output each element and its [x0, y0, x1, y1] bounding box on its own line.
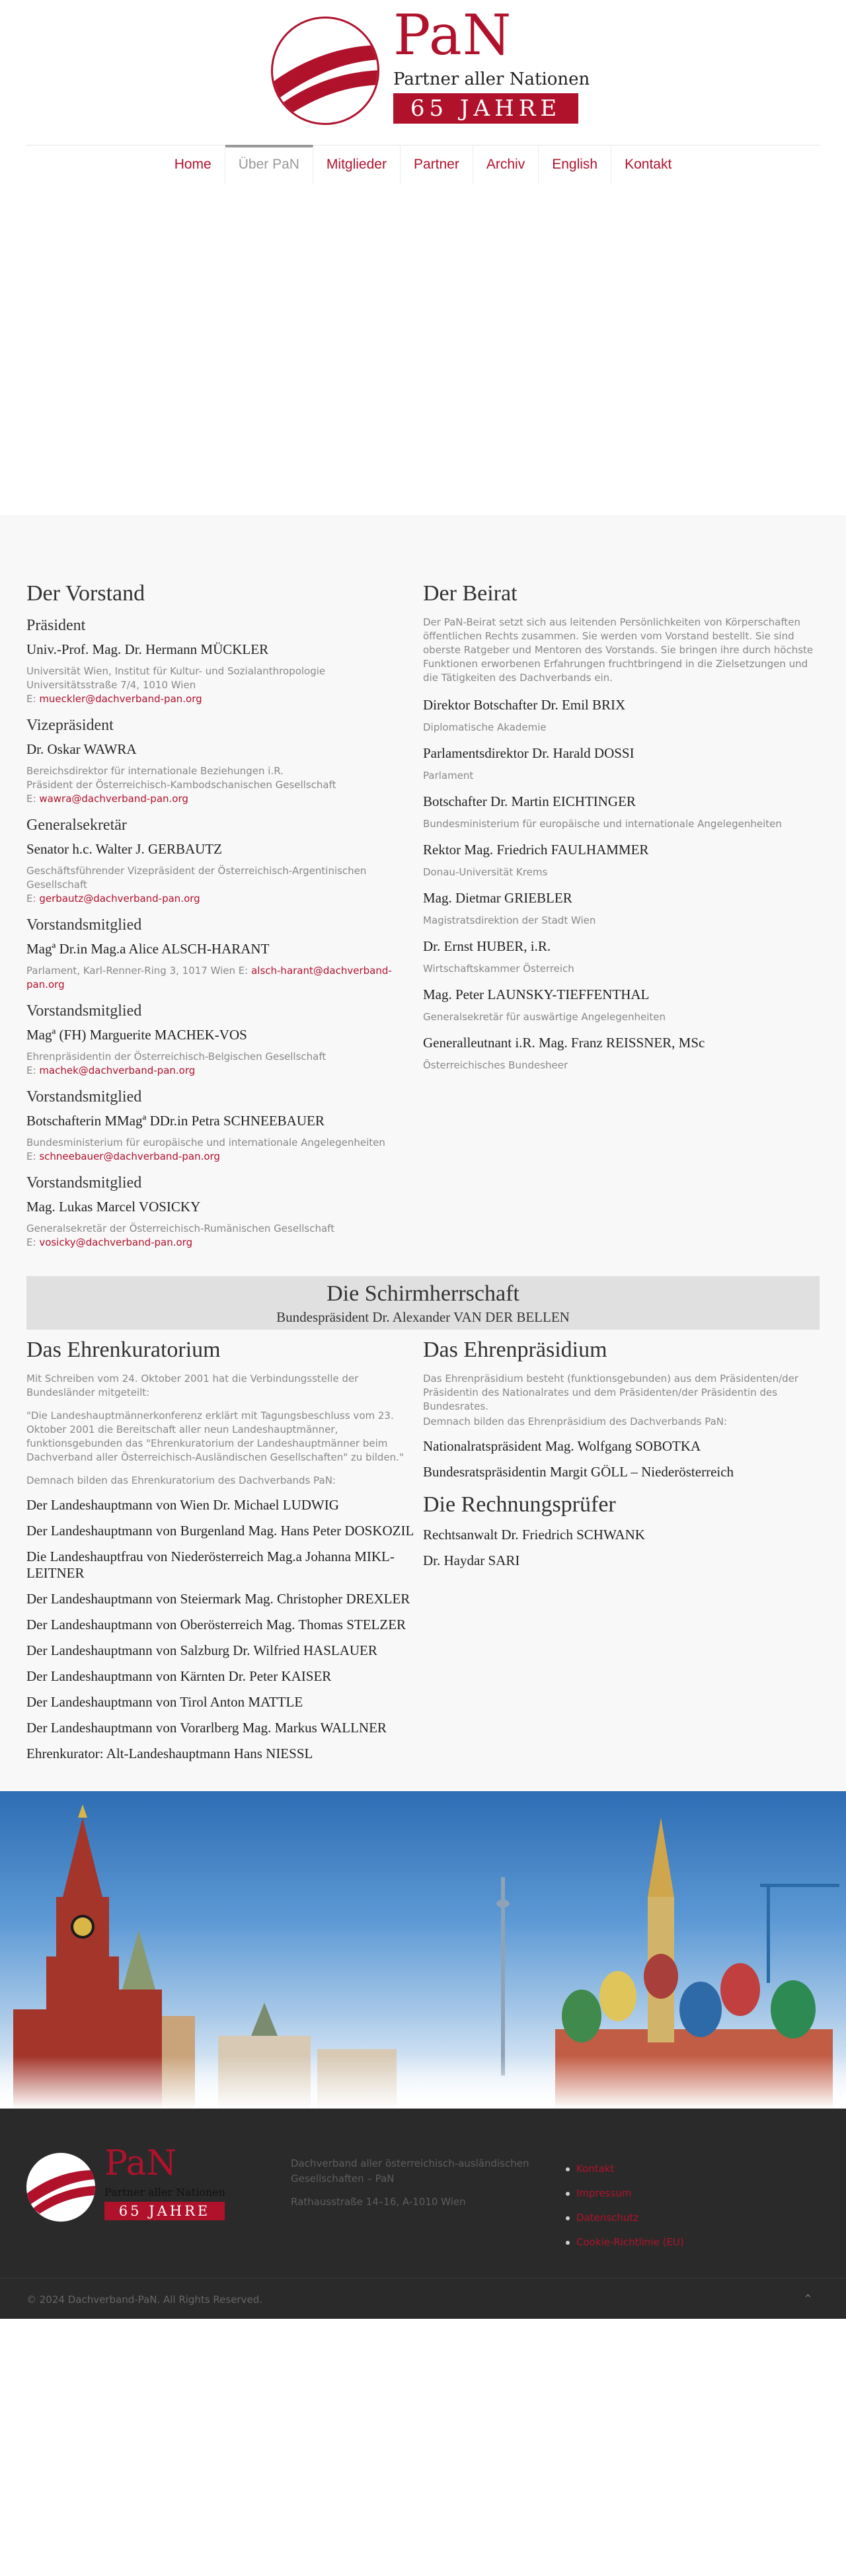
beirat-member-name: Mag. Peter LAUNSKY-TIEFFENTHAL [423, 986, 650, 1002]
vorstand-person-info [26, 1050, 423, 1078]
beirat-member-org: Österreichisches Bundesheer [423, 1059, 568, 1071]
vorstand-person-info [26, 964, 423, 992]
ehrenkuratorium-title: Das Ehrenkuratorium [26, 1338, 221, 1362]
beirat-title: Der Beirat [423, 581, 518, 606]
info-line: Geschäftsführender Vizepräsident der Österreichisch-Argentinischen Gesellschaft [26, 865, 367, 891]
ehrenpraesidium-text-2: Demnach bilden das Ehrenpräsidium des Dachverbands PaN: [423, 1416, 728, 1428]
info-line: Bereichsdirektor für internationale Beziehungen i.R. [26, 765, 284, 777]
menu-item-ueber-pan[interactable]: Über PaN [225, 145, 313, 184]
footer-link-cookie-richtlinie[interactable]: Cookie-Richtlinie (EU) [563, 2236, 684, 2248]
footer-logo-swoosh-icon [26, 2153, 95, 2222]
email-line [26, 792, 423, 806]
schirmherr-name: Bundespräsident Dr. Alexander VAN DER BELLEN [276, 1309, 570, 1325]
ehrenkuratorium-member: Der Landeshauptmann von Oberösterreich Mag. Thomas STELZER [26, 1617, 406, 1632]
vorstand-person-info [26, 864, 423, 906]
vorstand-person-name: Senator h.c. Walter J. GERBAUTZ [26, 841, 222, 857]
menu-item-archiv[interactable]: Archiv [473, 145, 539, 184]
ehrenkuratorium-text-2: "Die Landeshauptmännerkonferenz erklärt mit Tagungsbeschluss vom 23. Oktober 2001 die Bereitschaft aller neun Landeshauptmänner, funktionsgebunden das "Ehrenkuratorium der Landeshauptmänner beim Dachverband aller Österreichisch-Ausländischen Gesellschaften" zu bilden." [26, 1410, 404, 1463]
beirat-member-org: Wirtschaftskammer Österreich [423, 963, 574, 975]
beirat-member-name: Botschafter Dr. Martin EICHTINGER [423, 793, 636, 809]
ehrenpraesidium-text-1: Das Ehrenpräsidium besteht (funktionsgebunden) aus dem Präsidenten/der Präsidentin des Nationalrates und dem Präsidenten/der Präsidentin des Bundesrates. [423, 1373, 799, 1412]
vorstand-person-name: Magª (FH) Marguerite MACHEK-VOS [26, 1027, 247, 1043]
vorstand-role: Generalsekretär [26, 817, 127, 834]
rechnungspruefer-title: Die Rechnungsprüfer [423, 1492, 616, 1517]
email-prefix: E: [26, 1236, 40, 1248]
ehrenkuratorium-member: Der Landeshauptmann von Burgenland Mag. Hans Peter DOSKOZIL [26, 1523, 414, 1539]
menu-item-mitglieder[interactable]: Mitglieder [313, 145, 401, 184]
vorstand-person-info [26, 1136, 423, 1164]
beirat-member-org: Magistratsdirektion der Stadt Wien [423, 914, 596, 926]
menu-item-partner[interactable]: Partner [401, 145, 473, 184]
main-menu [0, 145, 846, 184]
empty-area [0, 145, 846, 516]
ehrenpraesidium-column [423, 1338, 820, 1771]
beirat-member-name: Dr. Ernst HUBER, i.R. [423, 938, 551, 954]
vorstand-role: Vorstandsmitglied [26, 1002, 142, 1020]
logo-subtitle: Partner aller Nationen [393, 69, 590, 89]
email-prefix: E: [26, 693, 40, 705]
vorstand-role: Präsident [26, 617, 86, 634]
footer-logo-subtitle: Partner aller Nationen [104, 2186, 225, 2198]
email-line [26, 692, 423, 706]
ehrenpraesidium-title: Das Ehrenpräsidium [423, 1338, 607, 1362]
info-line: Ehrenpräsidentin der Österreichisch-Belgischen Gesellschaft [26, 1051, 327, 1063]
email-link[interactable]: gerbautz@dachverband-pan.org [39, 893, 200, 905]
ehrenkuratorium-member: Der Landeshauptmann von Vorarlberg Mag. Markus WALLNER [26, 1720, 387, 1736]
skyline-illustration [0, 1791, 846, 2109]
vorstand-person-info [26, 1222, 423, 1250]
footer-logo-band: 65 JAHRE [104, 2202, 225, 2220]
footer-link-impressum[interactable]: Impressum [563, 2187, 684, 2199]
moscow-skyline-banner [0, 1791, 846, 2109]
vorstand-person-name: Dr. Oskar WAWRA [26, 741, 137, 757]
beirat-member-org: Bundesministerium für europäische und internationale Angelegenheiten [423, 818, 782, 830]
info-line: Parlament, Karl-Renner-Ring 3, 1017 Wien E: [26, 965, 252, 977]
email-link[interactable]: vosicky@dachverband-pan.org [39, 1236, 193, 1248]
site-logo[interactable] [271, 3, 590, 129]
email-line [26, 892, 423, 906]
vorstand-column [26, 581, 423, 1250]
email-link[interactable]: mueckler@dachverband-pan.org [39, 693, 202, 705]
beirat-member-name: Rektor Mag. Friedrich FAULHAMMER [423, 842, 649, 858]
ehrenkuratorium-column [26, 1338, 423, 1771]
vorstand-role: Vorstandsmitglied [26, 1174, 142, 1191]
footer-org-info [291, 2156, 555, 2210]
site-footer [0, 2109, 846, 2319]
ehrenkuratorium-member: Der Landeshauptmann von Wien Dr. Michael LUDWIG [26, 1497, 339, 1513]
ehrenpraesidium-member: Bundesratspräsidentin Margit GÖLL – Niederösterreich [423, 1464, 734, 1480]
vorstand-person-name: Magª Dr.in Mag.a Alice ALSCH-HARANT [26, 941, 270, 957]
footer-address: Rathausstraße 14–16, A-1010 Wien [291, 2196, 466, 2208]
vorstand-title: Der Vorstand [26, 581, 145, 606]
email-line [26, 1064, 423, 1078]
info-line: Generalsekretär der Österreichisch-Rumänischen Gesellschaft [26, 1223, 335, 1234]
schirmherrschaft-box [26, 1276, 820, 1330]
ehrenkuratorium-member: Der Landeshauptmann von Steiermark Mag. Christopher DREXLER [26, 1591, 410, 1607]
footer-logo[interactable] [26, 2144, 231, 2224]
menu-item-kontakt[interactable]: Kontakt [625, 157, 672, 172]
beirat-member-org: Parlament [423, 770, 474, 782]
footer-copyright: © 2024 Dachverband-PaN. All Rights Reserved. [26, 2294, 262, 2306]
logo-anniversary-band: 65 JAHRE [393, 93, 578, 124]
chevron-up-icon[interactable]: ⌃ [802, 2292, 813, 2306]
email-prefix: E: [26, 793, 40, 805]
ehrenkuratorium-member: Der Landeshauptmann von Kärnten Dr. Peter KAISER [26, 1668, 332, 1684]
email-link[interactable]: alsch-harant@dachverband-pan.org [26, 965, 392, 990]
email-prefix: E: [26, 893, 40, 905]
ehrenkuratorium-text-1: Mit Schreiben vom 24. Oktober 2001 hat die Verbindungsstelle der Bundesländer mitgeteilt: [26, 1373, 359, 1398]
footer-logo-name: PaN [104, 2144, 177, 2183]
footer-org-name: Dachverband aller österreichisch-ausländischen Gesellschaften – PaN [291, 2157, 529, 2185]
email-link[interactable]: wawra@dachverband-pan.org [39, 793, 188, 805]
beirat-member-org: Diplomatische Akademie [423, 721, 547, 733]
main-content [0, 516, 846, 1791]
email-line [26, 1236, 423, 1250]
footer-link-kontakt[interactable]: Kontakt [563, 2163, 684, 2175]
info-line: Bundesministerium für europäische und internationale Angelegenheiten [26, 1137, 385, 1148]
ehrenpraesidium-member: Nationalratspräsident Mag. Wolfgang SOBOTKA [423, 1438, 701, 1454]
email-link[interactable]: schneebauer@dachverband-pan.org [39, 1150, 220, 1162]
beirat-intro: Der PaN-Beirat setzt sich aus leitenden Persönlichkeiten von Körperschaften öffentlichen Rechts zusammen. Sie werden vom Vorstand bestellt. Sie sind oberste Ratgeber und Mentoren des Vorstands. Sie bringen ihre durch höchste Funktionen erworbenen Erfahrungen fruchtbringend in die Zielsetzungen und die Tätigkeiten des Dachverbands ein. [423, 616, 814, 684]
logo-name: PaN [393, 3, 512, 67]
ehrenkuratorium-member: Ehrenkurator: Alt-Landeshauptmann Hans NIESSL [26, 1746, 313, 1761]
footer-links [563, 2163, 684, 2261]
logo-swoosh-icon [271, 17, 379, 125]
beirat-member-org: Generalsekretär für auswärtige Angelegenheiten [423, 1011, 666, 1023]
vorstand-list [26, 617, 423, 1250]
vorstand-role: Vorstandsmitglied [26, 1088, 142, 1106]
vorstand-person-name: Mag. Lukas Marcel VOSICKY [26, 1199, 201, 1215]
beirat-member-name: Parlamentsdirektor Dr. Harald DOSSI [423, 745, 634, 761]
ehrenkuratorium-member: Der Landeshauptmann von Tirol Anton MATTLE [26, 1694, 303, 1710]
vorstand-person-name: Botschafterin MMagª DDr.in Petra SCHNEEBAUER [26, 1113, 325, 1129]
ehrenkuratorium-member: Der Landeshauptmann von Salzburg Dr. Wilfried HASLAUER [26, 1642, 377, 1658]
footer-link-datenschutz[interactable]: Datenschutz [563, 2212, 684, 2224]
ehrenkuratorium-member: Die Landeshauptfrau von Niederösterreich Mag.a Johanna MIKL-LEITNER [26, 1549, 395, 1581]
beirat-member-org: Donau-Universität Krems [423, 866, 548, 878]
beirat-member-name: Direktor Botschafter Dr. Emil BRIX [423, 697, 626, 713]
schirmherrschaft-title: Die Schirmherrschaft [327, 1281, 519, 1306]
info-line: Präsident der Österreichisch-Kambodschanischen Gesellschaft [26, 779, 336, 791]
info-line: Universitätsstraße 7/4, 1010 Wien [26, 679, 196, 691]
vorstand-role: Vorstandsmitglied [26, 916, 142, 934]
info-line: Universität Wien, Institut für Kultur- und Sozialanthropologie [26, 665, 326, 677]
rechnungspruefer-member: Dr. Haydar SARI [423, 1552, 520, 1568]
email-prefix: E: [26, 1150, 40, 1162]
beirat-member-name: Generalleutnant i.R. Mag. Franz REISSNER, MSc [423, 1035, 705, 1051]
site-header [0, 0, 846, 172]
rechnungspruefer-member: Rechtsanwalt Dr. Friedrich SCHWANK [423, 1527, 645, 1543]
beirat-member-name: Mag. Dietmar GRIEBLER [423, 890, 572, 906]
vorstand-person-name: Univ.-Prof. Mag. Dr. Hermann MÜCKLER [26, 641, 269, 657]
ehrenkuratorium-list [26, 1497, 423, 1762]
menu-item-english[interactable]: English [539, 145, 611, 184]
vorstand-person-info [26, 764, 423, 806]
email-link[interactable]: machek@dachverband-pan.org [39, 1065, 196, 1076]
beirat-column [423, 581, 820, 1250]
menu-item-home[interactable]: Home [161, 145, 225, 184]
ehrenkuratorium-text-3: Demnach bilden das Ehrenkuratorium des Dachverbands PaN: [26, 1474, 336, 1486]
email-line [26, 1150, 423, 1164]
vorstand-person-info [26, 664, 423, 706]
email-prefix: E: [26, 1065, 40, 1076]
beirat-list [423, 697, 820, 1071]
vorstand-role: Vizepräsident [26, 717, 114, 734]
